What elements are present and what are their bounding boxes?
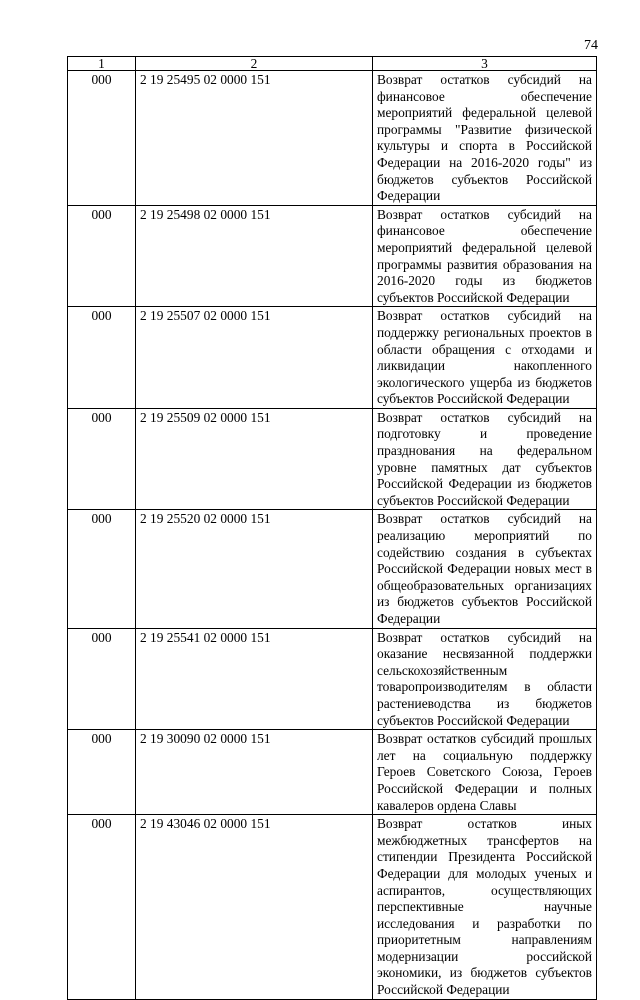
table-row <box>68 307 597 409</box>
description-cell: Возврат остатков субсидий на финансовое обеспечение мероприятий федеральной целевой программы "Развитие физической культуры и спорта в Российской Федерации на 2016-2020 годы" из бюджетов субъектов Российской Федерации <box>373 71 597 206</box>
description-cell: Возврат остатков субсидий на подготовку и проведение празднования на федеральном уровне памятных дат субъектов Российской Федерации из бюджетов субъектов Российской Федерации <box>373 408 597 510</box>
table-row <box>68 628 597 730</box>
admin-code-cell: 000 <box>68 628 136 730</box>
budget-code-cell: 2 19 43046 02 0000 151 <box>136 815 373 1000</box>
admin-code-cell: 000 <box>68 730 136 815</box>
description-cell: Возврат остатков субсидий на реализацию мероприятий по содействию создания в субъектах Российской Федерации новых мест в общеобразовательных организациях из бюджетов субъектов Российской Федерации <box>373 510 597 628</box>
page-number: 74 <box>584 38 598 53</box>
admin-code-cell: 000 <box>68 307 136 409</box>
admin-code-cell: 000 <box>68 510 136 628</box>
description-cell: Возврат остатков субсидий на поддержку региональных проектов в области обращения с отходами и ликвидации накопленного экологического ущерба из бюджетов субъектов Российской Федерации <box>373 307 597 409</box>
admin-code-cell: 000 <box>68 71 136 206</box>
table-row <box>68 71 597 206</box>
column-header-1: 1 <box>68 57 136 71</box>
admin-code-cell: 000 <box>68 815 136 1000</box>
budget-code-cell: 2 19 25498 02 0000 151 <box>136 205 373 307</box>
budget-code-cell: 2 19 25507 02 0000 151 <box>136 307 373 409</box>
table-header-row <box>68 57 597 71</box>
table-row <box>68 510 597 628</box>
budget-code-cell: 2 19 25520 02 0000 151 <box>136 510 373 628</box>
description-cell: Возврат остатков субсидий прошлых лет на социальную поддержку Героев Советского Союза, Героев Российской Федерации и полных кавалеров ордена Славы <box>373 730 597 815</box>
budget-code-cell: 2 19 30090 02 0000 151 <box>136 730 373 815</box>
budget-code-cell: 2 19 25495 02 0000 151 <box>136 71 373 206</box>
budget-code-cell: 2 19 25509 02 0000 151 <box>136 408 373 510</box>
column-header-2: 2 <box>136 57 373 71</box>
table-row <box>68 815 597 1000</box>
budget-classification-table <box>67 56 597 1000</box>
admin-code-cell: 000 <box>68 205 136 307</box>
column-header-3: 3 <box>373 57 597 71</box>
description-cell: Возврат остатков иных межбюджетных трансфертов на стипендии Президента Российской Федерации для молодых ученых и аспирантов, осуществляющих перспективные научные исследования и разработки по приоритетным направлениям модернизации российской экономики, из бюджетов субъектов Российской Федерации <box>373 815 597 1000</box>
budget-code-cell: 2 19 25541 02 0000 151 <box>136 628 373 730</box>
table-row <box>68 205 597 307</box>
table-row <box>68 408 597 510</box>
table-row <box>68 730 597 815</box>
description-cell: Возврат остатков субсидий на финансовое обеспечение мероприятий федеральной целевой программы развития образования на 2016-2020 годы из бюджетов субъектов Российской Федерации <box>373 205 597 307</box>
admin-code-cell: 000 <box>68 408 136 510</box>
description-cell: Возврат остатков субсидий на оказание несвязанной поддержки сельскохозяйственным товаропроизводителям в области растениеводства из бюджетов субъектов Российской Федерации <box>373 628 597 730</box>
